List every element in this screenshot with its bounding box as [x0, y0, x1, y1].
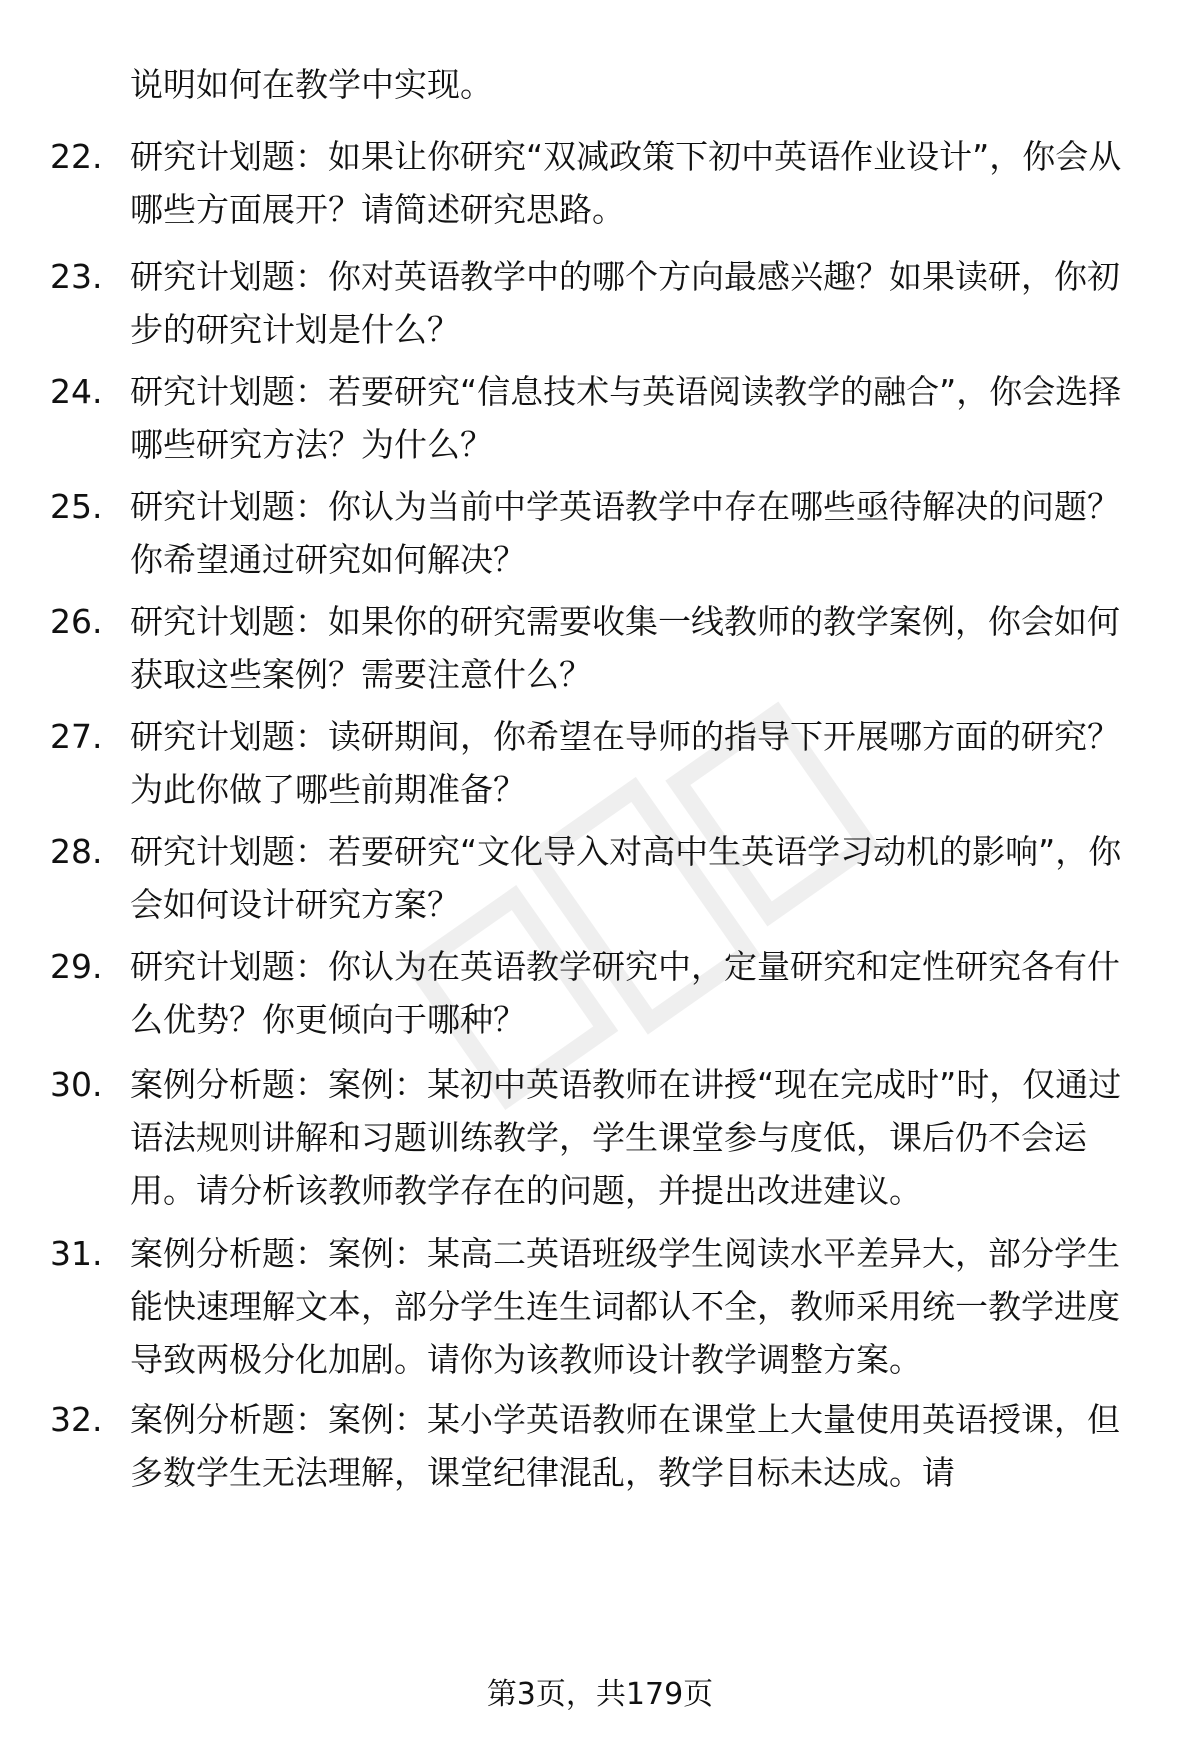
question-item-32 — [50, 1393, 1150, 1499]
question-item-26 — [50, 595, 1150, 701]
page-footer: 第3页，共179页 — [486, 1677, 714, 1712]
question-number: 24. — [50, 372, 103, 411]
question-number: 25. — [50, 487, 103, 526]
question-text: 研究计划题：你认为在英语教学研究中，定量研究和定性研究各有什么优势？你更倾向于哪种？ — [130, 947, 1120, 1039]
question-number: 23. — [50, 257, 103, 296]
question-text: 研究计划题：你对英语教学中的哪个方向最感兴趣？如果读研，你初步的研究计划是什么？ — [130, 257, 1120, 349]
question-item-30 — [50, 1058, 1150, 1217]
question-number: 32. — [50, 1400, 103, 1439]
question-number: 28. — [50, 832, 103, 871]
question-text: 案例分析题：案例：某小学英语教师在课堂上大量使用英语授课，但多数学生无法理解，课堂纪律混乱，教学目标未达成。请 — [130, 1400, 1120, 1492]
question-number: 22. — [50, 137, 103, 176]
question-item-25 — [50, 480, 1150, 586]
question-text: 研究计划题：若要研究“信息技术与英语阅读教学的融合”，你会选择哪些研究方法？为什么？ — [130, 372, 1122, 464]
question-number: 30. — [50, 1065, 103, 1104]
question-text: 研究计划题：你认为当前中学英语教学中存在哪些亟待解决的问题？你希望通过研究如何解决？ — [130, 487, 1120, 579]
question-item-28 — [50, 825, 1150, 931]
question-text: 研究计划题：如果你的研究需要收集一线教师的教学案例，你会如何获取这些案例？需要注意什么？ — [130, 602, 1120, 694]
question-item-24 — [50, 365, 1150, 471]
question-number: 31. — [50, 1234, 103, 1273]
question-text: 案例分析题：案例：某高二英语班级学生阅读水平差异大，部分学生能快速理解文本，部分学生连生词都认不全，教师采用统一教学进度导致两极分化加剧。请你为该教师设计教学调整方案。 — [130, 1234, 1120, 1379]
question-text: 案例分析题：案例：某初中英语教师在讲授“现在完成时”时，仅通过语法规则讲解和习题训练教学，学生课堂参与度低，课后仍不会运用。请分析该教师教学存在的问题，并提出改进建议。 — [130, 1065, 1122, 1210]
question-number: 27. — [50, 717, 103, 756]
continuation-text: 说明如何在教学中实现。 — [130, 65, 493, 104]
question-text: 研究计划题：若要研究“文化导入对高中生英语学习动机的影响”，你会如何设计研究方案？ — [130, 832, 1122, 924]
question-number: 26. — [50, 602, 103, 641]
question-text: 研究计划题：读研期间，你希望在导师的指导下开展哪方面的研究？为此你做了哪些前期准备？ — [130, 717, 1120, 809]
question-number: 29. — [50, 947, 103, 986]
question-item-23 — [50, 250, 1150, 356]
question-item-22 — [50, 130, 1150, 236]
question-text: 研究计划题：如果让你研究“双减政策下初中英语作业设计”，你会从哪些方面展开？请简述研究思路。 — [130, 137, 1122, 229]
question-item-31 — [50, 1227, 1150, 1386]
question-item-27 — [50, 710, 1150, 816]
question-item-29 — [50, 940, 1150, 1046]
